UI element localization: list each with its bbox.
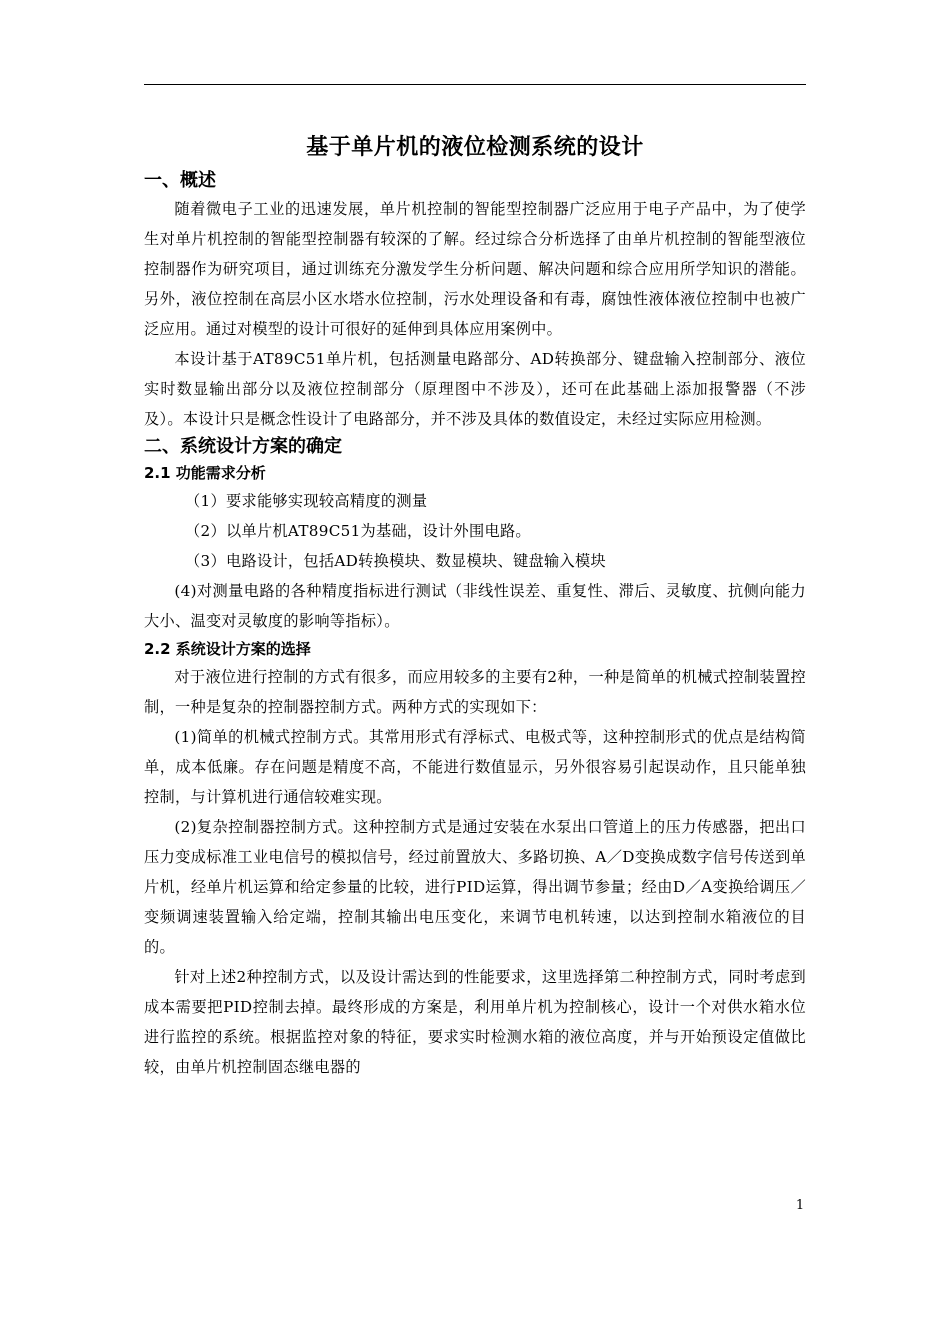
document-body bbox=[144, 128, 806, 1082]
requirement-item: (4)对测量电路的各种精度指标进行测试（非线性误差、重复性、滞后、灵敏度、抗侧向能力大小、温变对灵敏度的影响等指标）。 bbox=[144, 582, 806, 630]
subsection-heading-requirements: 2.1 功能需求分析 bbox=[144, 464, 266, 482]
subsection-heading-scheme: 2.2 系统设计方案的选择 bbox=[144, 640, 311, 658]
section-heading-design: 二、系统设计方案的确定 bbox=[144, 436, 342, 457]
header-rule bbox=[144, 84, 806, 85]
requirement-item: （3）电路设计，包括AD转换模块、数显模块、键盘输入模块 bbox=[185, 552, 606, 570]
requirement-item: （2）以单片机AT89C51为基础，设计外围电路。 bbox=[185, 522, 531, 540]
section-heading-overview: 一、概述 bbox=[144, 170, 216, 191]
document-title: 基于单片机的液位检测系统的设计 bbox=[306, 135, 644, 160]
overview-paragraph-1: 随着微电子工业的迅速发展，单片机控制的智能型控制器广泛应用于电子产品中，为了使学生对单片机控制的智能型控制器有较深的了解。经过综合分析选择了由单片机控制的智能型液位控制器作为研究项目，通过训练充分激发学生分析问题、解决问题和综合应用所学知识的潜能。另外，液位控制在高层小区水塔水位控制，污水处理设备和有毒，腐蚀性液体液位控制中也被广泛应用。通过对模型的设计可很好的延伸到具体应用案例中。 bbox=[144, 200, 806, 338]
scheme-paragraph-1: 对于液位进行控制的方式有很多，而应用较多的主要有2种，一种是简单的机械式控制装置控制，一种是复杂的控制器控制方式。两种方式的实现如下： bbox=[144, 668, 806, 716]
requirement-item: （1）要求能够实现较高精度的测量 bbox=[185, 492, 428, 510]
page-number: 1 bbox=[795, 1198, 805, 1213]
scheme-paragraph-4: 针对上述2种控制方式，以及设计需达到的性能要求，这里选择第二种控制方式，同时考虑到成本需要把PID控制去掉。最终形成的方案是，利用单片机为控制核心，设计一个对供水箱水位进行监控的系统。根据监控对象的特征，要求实时检测水箱的液位高度，并与开始预设定值做比较，由单片机控制固态继电器的 bbox=[144, 968, 806, 1076]
scheme-paragraph-3: (2)复杂控制器控制方式。这种控制方式是通过安装在水泵出口管道上的压力传感器，把出口压力变成标准工业电信号的模拟信号，经过前置放大、多路切换、A／D变换成数字信号传送到单片机，经单片机运算和给定参量的比较，进行PID运算，得出调节参量；经由D／A变换给调压／变频调速装置输入给定端，控制其输出电压变化，来调节电机转速，以达到控制水箱液位的目的。 bbox=[144, 818, 806, 956]
scheme-paragraph-2: (1)简单的机械式控制方式。其常用形式有浮标式、电极式等，这种控制形式的优点是结构简单，成本低廉。存在问题是精度不高，不能进行数值显示，另外很容易引起误动作，且只能单独控制，与计算机进行通信较难实现。 bbox=[144, 728, 806, 806]
overview-paragraph-2: 本设计基于AT89C51单片机，包括测量电路部分、AD转换部分、键盘输入控制部分、液位实时数显输出部分以及液位控制部分（原理图中不涉及），还可在此基础上添加报警器（不涉及）。本设计只是概念性设计了电路部分，并不涉及具体的数值设定，未经过实际应用检测。 bbox=[144, 350, 806, 428]
